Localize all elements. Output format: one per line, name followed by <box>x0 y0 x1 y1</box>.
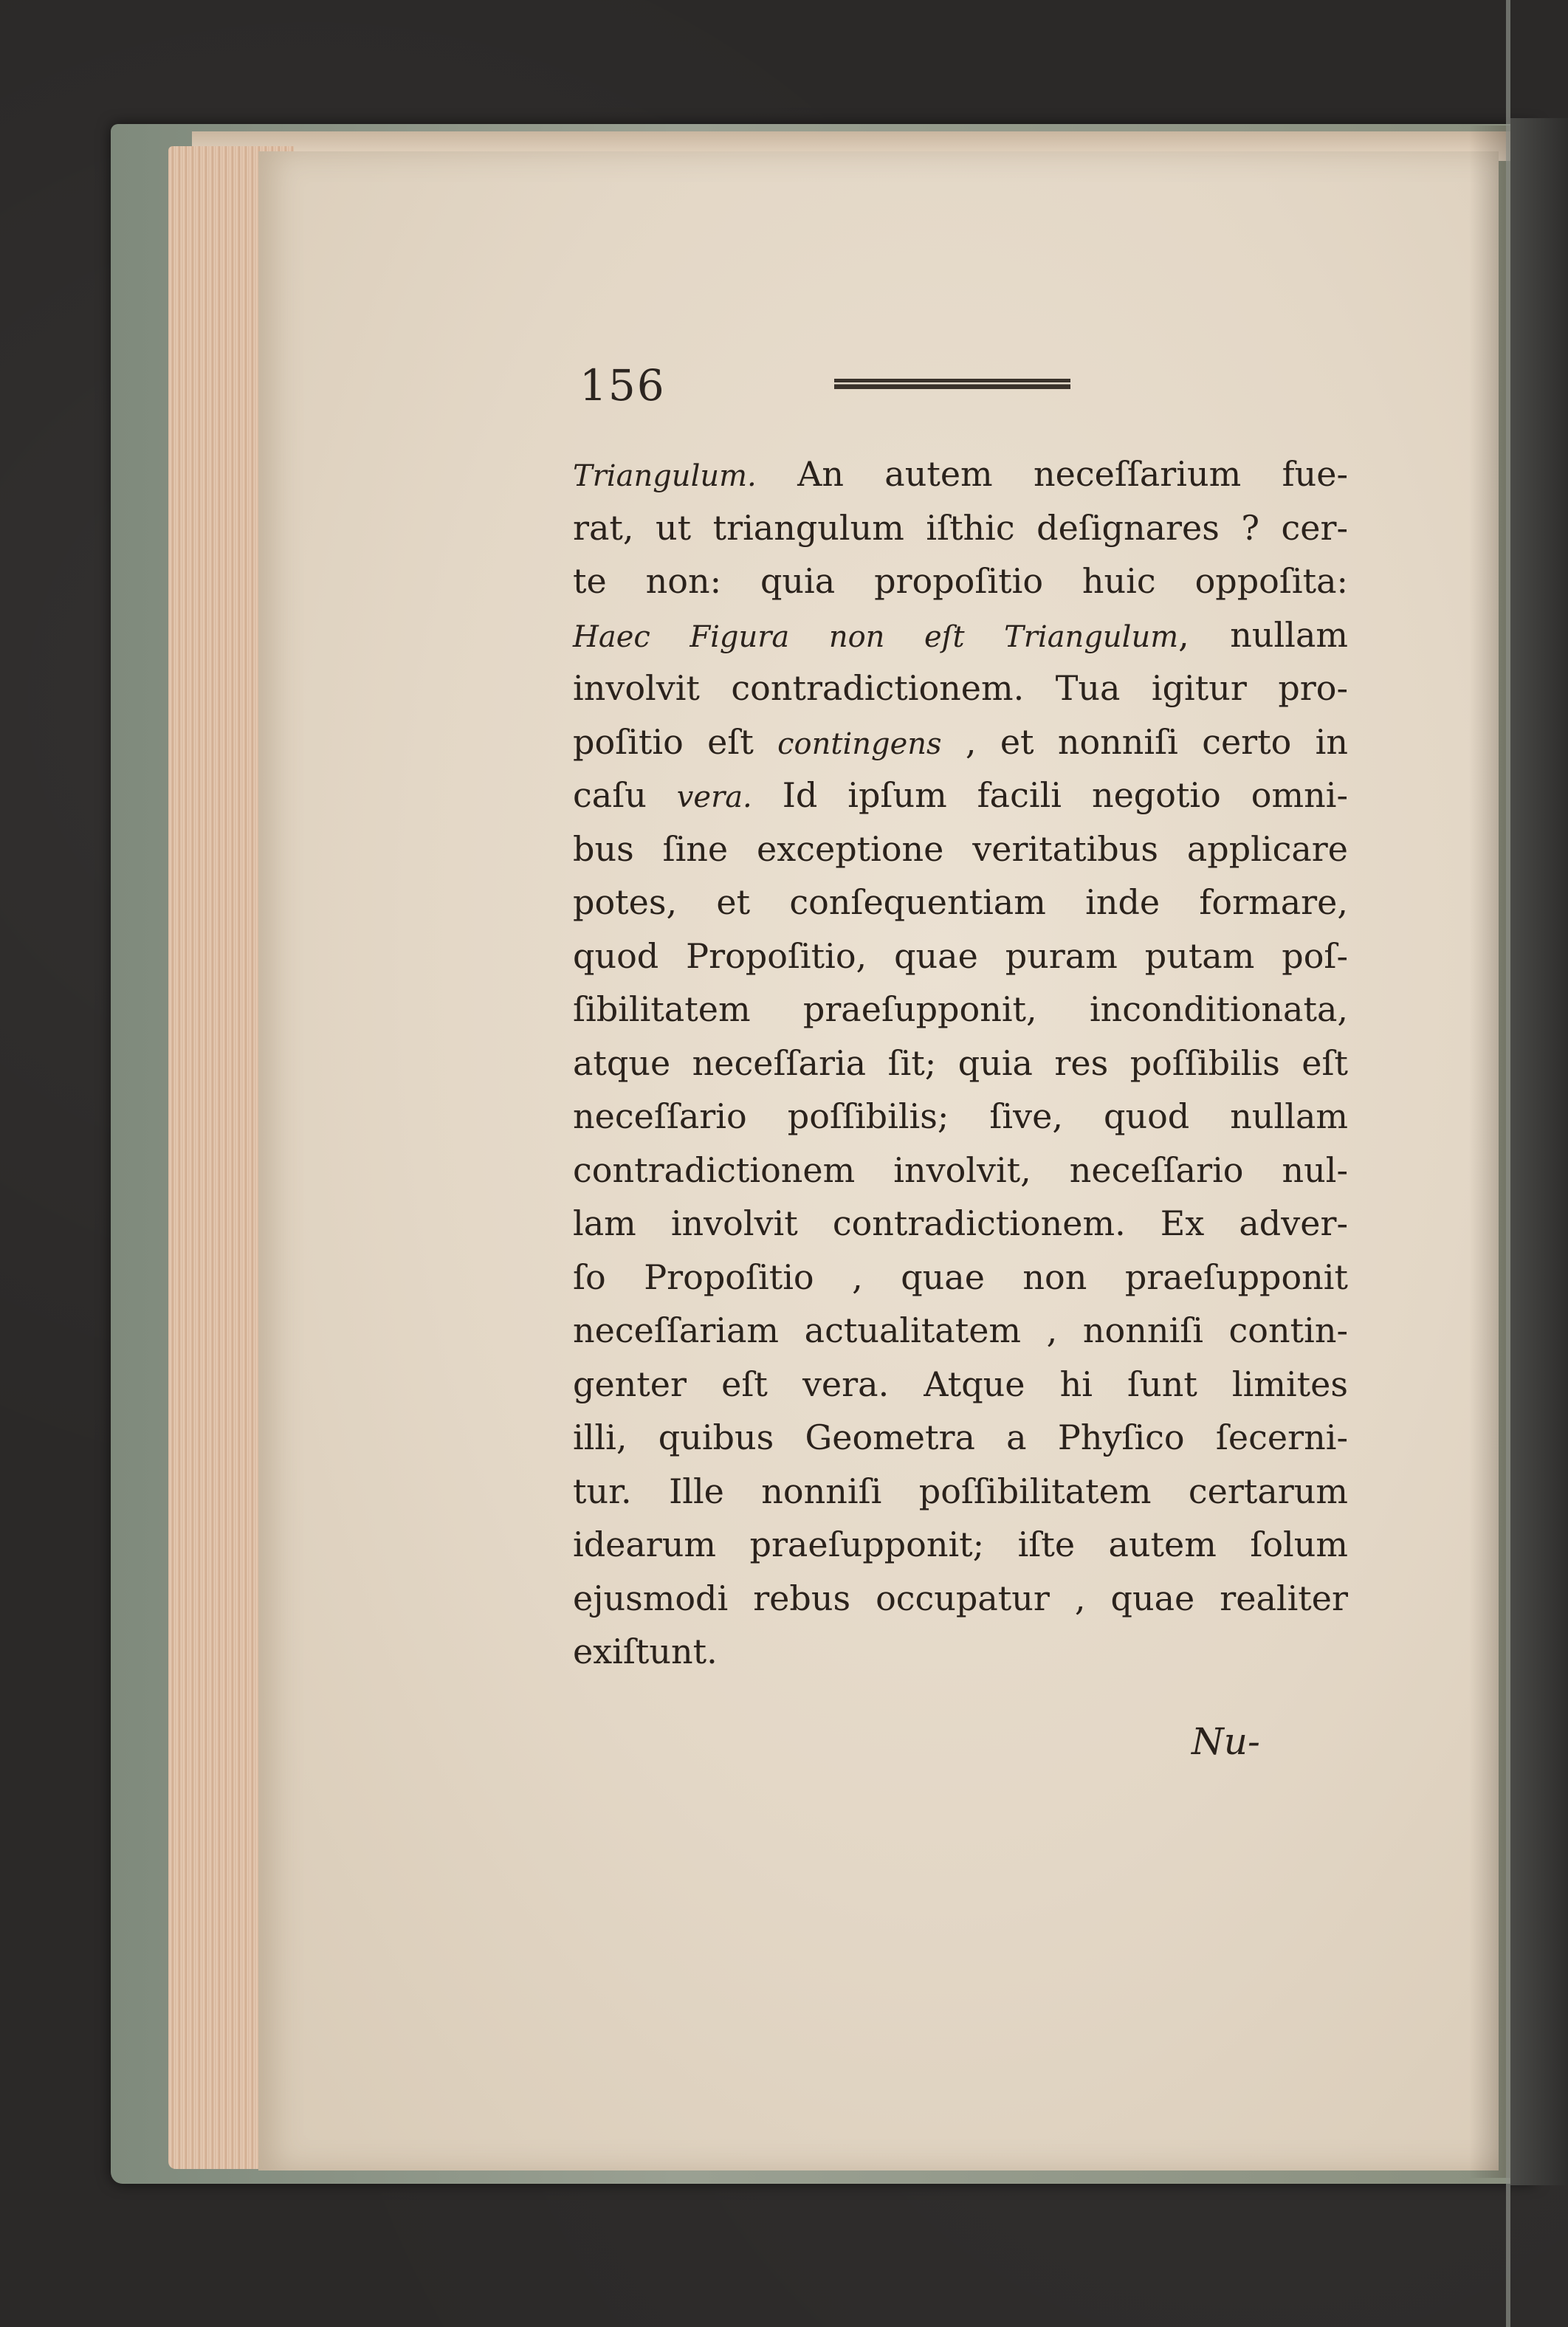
text-segment: tur. Ille nonniſi poſſibilitatem certarum <box>573 1471 1348 1511</box>
text-segment: lam involvit contradictionem. Ex adver- <box>573 1203 1348 1243</box>
text-line <box>573 822 1348 876</box>
italic-text: Haec Figura non eſt Triangulum <box>573 619 1179 654</box>
text-segment: , et nonniſi certo in <box>941 721 1348 762</box>
body-text <box>573 447 1348 1679</box>
text-line <box>573 929 1348 983</box>
text-line <box>573 876 1348 929</box>
text-line <box>573 1465 1348 1519</box>
text-line <box>573 447 1348 501</box>
text-line <box>573 1411 1348 1465</box>
text-segment: bus ſine exceptione veritatibus applicare <box>573 828 1348 869</box>
text-line <box>573 1358 1348 1412</box>
text-line <box>573 1037 1348 1090</box>
italic-text: Triangulum. <box>573 459 757 493</box>
text-line <box>573 769 1348 822</box>
text-segment: poſitio eſt <box>573 721 778 762</box>
text-line <box>573 661 1348 715</box>
text-segment: , nullam <box>1178 614 1348 655</box>
text-line <box>573 1518 1348 1572</box>
text-line <box>573 554 1348 608</box>
text-segment: An autem neceſſarium fue- <box>756 454 1348 494</box>
text-segment: neceſſario poſſibilis; ſive, quod nullam <box>573 1096 1348 1136</box>
header-rule <box>834 379 1070 389</box>
text-line <box>573 715 1348 769</box>
text-line <box>573 1090 1348 1144</box>
text-line <box>573 1144 1348 1197</box>
text-segment: neceſſariam actualitatem , nonniſi contin- <box>573 1310 1348 1350</box>
spine-line <box>1506 0 1510 2327</box>
text-segment: exiſtunt. <box>573 1632 718 1671</box>
text-segment: ejusmodi rebus occupatur , quae realiter <box>573 1578 1348 1618</box>
text-segment: contradictionem involvit, neceſſario nul- <box>573 1149 1348 1190</box>
text-segment: rat, ut triangulum iſthic deſignares ? cer- <box>573 507 1348 548</box>
text-segment: Id ipſum facili negotio omni- <box>752 775 1348 815</box>
text-line <box>573 1197 1348 1251</box>
text-line <box>573 608 1348 662</box>
text-segment: idearum praeſupponit; iſte autem ſolum <box>573 1525 1348 1564</box>
text-segment: illi, quibus Geometra a Phyſico ſecerni- <box>573 1417 1348 1457</box>
catchword: Nu- <box>1192 1720 1260 1763</box>
text-segment: te non: quia propoſitio huic oppoſita: <box>573 561 1348 601</box>
text-segment: quod Propoſitio, quae puram putam poſ- <box>573 935 1348 976</box>
text-segment: ſibilitatem praeſupponit, inconditionata, <box>573 989 1348 1029</box>
text-segment: caſu <box>573 775 677 815</box>
text-line <box>573 1251 1348 1305</box>
text-segment: involvit contradictionem. Tua igitur pro- <box>573 668 1348 708</box>
text-line <box>573 983 1348 1037</box>
text-line <box>573 1625 1348 1679</box>
text-segment: ſo Propoſitio , quae non praeſupponit <box>573 1257 1348 1297</box>
text-line <box>573 1572 1348 1626</box>
text-segment: potes, et conſequentiam inde formare, <box>573 882 1348 922</box>
text-segment: genter eſt vera. Atque hi ſunt limites <box>573 1364 1348 1404</box>
facing-page-edge <box>1510 118 1568 2185</box>
italic-text: contingens <box>777 726 942 761</box>
text-line <box>573 1304 1348 1358</box>
text-line <box>573 501 1348 555</box>
page-number: 156 <box>580 360 666 410</box>
text-segment: atque neceſſaria ſit; quia res poſſibilis eſt <box>573 1042 1348 1083</box>
italic-text: vera. <box>676 780 752 814</box>
